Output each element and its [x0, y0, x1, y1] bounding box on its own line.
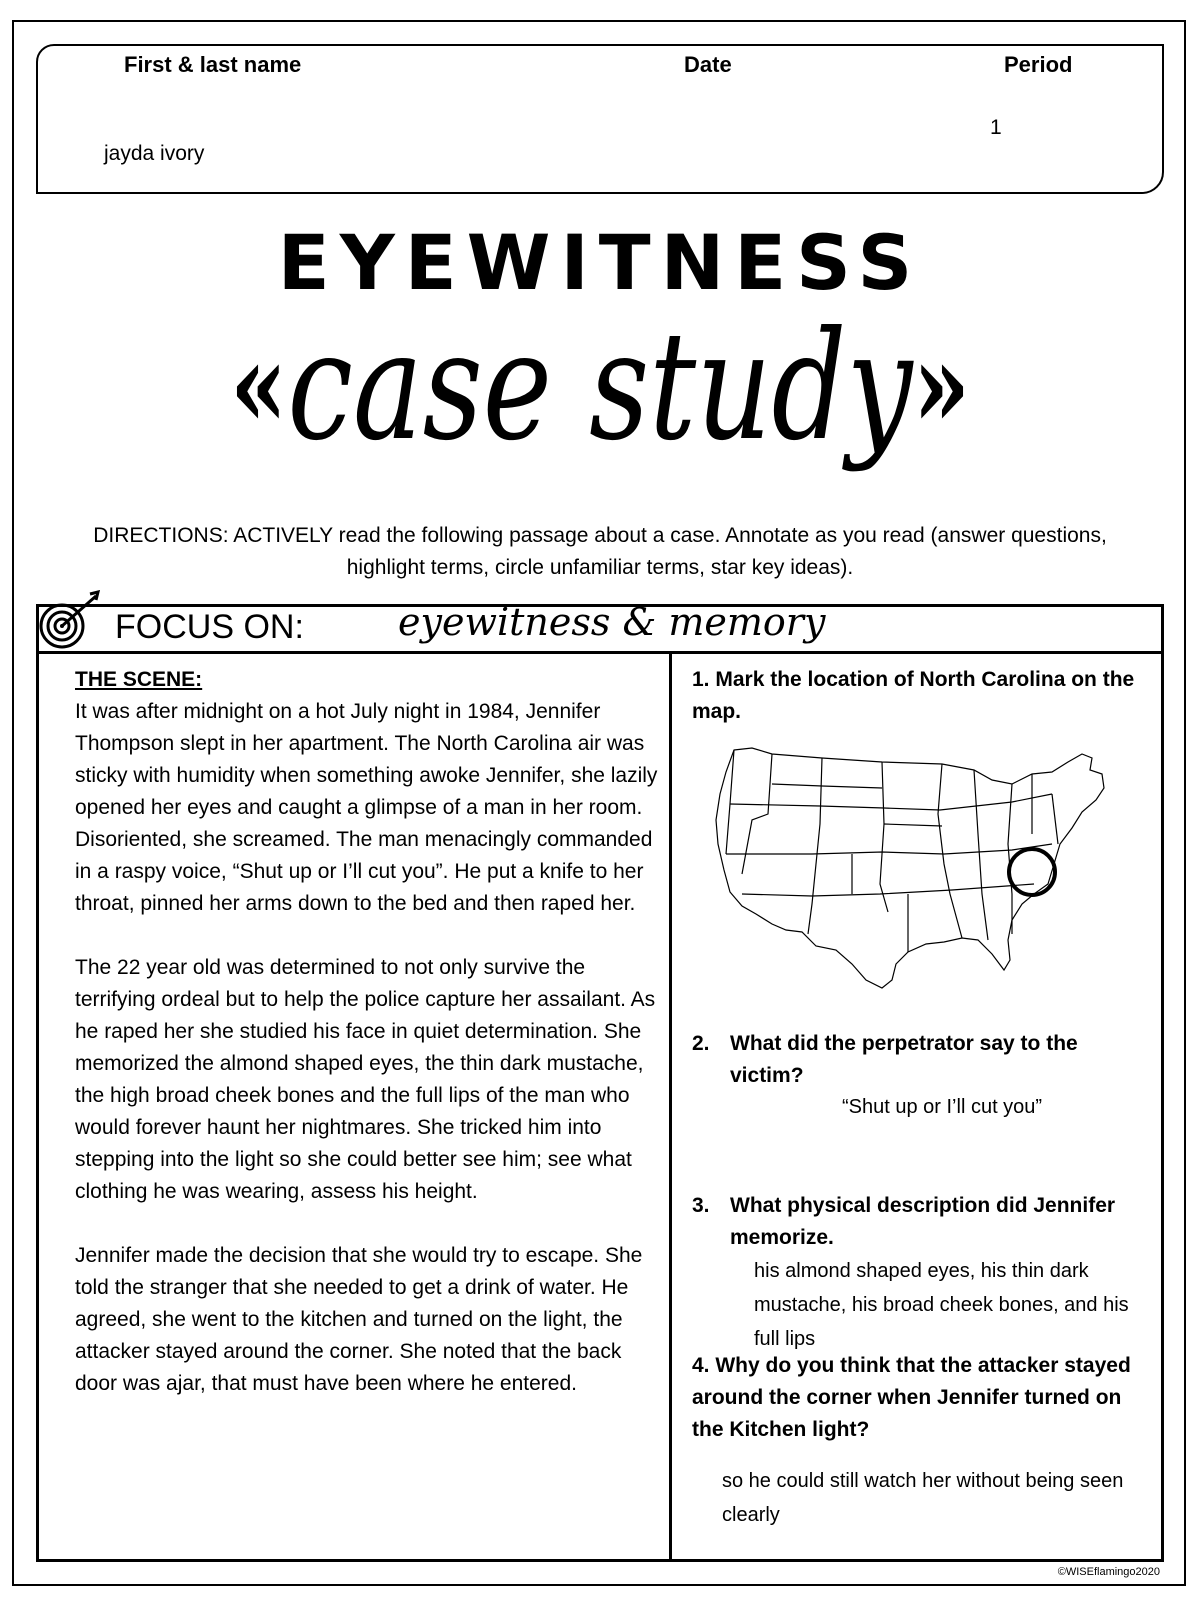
question-2-text: What did the perpetrator say to the victim? — [730, 1032, 1078, 1087]
scene-heading: THE SCENE: — [75, 668, 203, 691]
column-divider — [669, 654, 672, 1562]
title-case-study — [132, 300, 1068, 472]
question-2-number: 2. — [692, 1032, 710, 1055]
scene-paragraph-2: The 22 year old was determined to not only survive the terrifying ordeal but to help the police capture her assailant. As he raped her she studied his face in quiet determination. She memorized the almond shaped eyes, the thin dark mustache, the high broad cheek bones and the full lips of the man who would forever haunt her nightmares. She tricked him into stepping into the light so she could better see him; see what clothing he was wearing, assess his height. — [75, 956, 656, 1203]
question-3-number: 3. — [692, 1194, 710, 1217]
close-quote: » — [912, 315, 971, 454]
question-4 — [692, 1350, 1152, 1446]
scene-paragraph-3: Jennifer made the decision that she would try to escape. She told the stranger that she needed to get a drink of water. He agreed, she went to the kitchen and turned on the light, the attacker stayed around the corner. She noted that the back door was ajar, that must have been where he entered. — [75, 1244, 643, 1395]
answer-3[interactable]: his almond shaped eyes, his thin dark mustache, his broad cheek bones, and his full lips — [754, 1260, 1129, 1350]
answer-2[interactable]: “Shut up or I’ll cut you” — [842, 1096, 1043, 1118]
question-1-text: Mark the location of North Carolina on the map. — [692, 668, 1135, 723]
title-case-study-text: case study — [287, 300, 913, 474]
name-label: First & last name — [124, 52, 302, 77]
scene-paragraph-1: It was after midnight on a hot July night in 1984, Jennifer Thompson slept in her apartment. The North Carolina air was sticky with humidity when something awoke Jennifer, she lazily opened her eyes and caught a glimpse of a man in her room. Disoriented, she screamed. The man menacingly commanded in a raspy voice, “Shut up or I’ll cut you”. He put a knife to her throat, pinned her arms down to the bed and then raped her. — [75, 700, 658, 915]
answer-4[interactable]: so he could still watch her without being seen clearly — [722, 1470, 1124, 1526]
focus-topic: eyewitness & memory — [398, 600, 826, 644]
scene-passage — [75, 664, 660, 1432]
question-4-number: 4. — [692, 1354, 710, 1377]
open-quote: « — [229, 315, 288, 454]
question-4-text: Why do you think that the attacker stayed around the corner when Jennifer turned on the Kitchen light? — [692, 1354, 1131, 1441]
directions-text: DIRECTIONS: ACTIVELY read the following passage about a case. Annotate as you read (answer questions, highlight terms, circle unfamiliar terms, star key ideas). — [93, 524, 1107, 579]
name-field[interactable]: jayda ivory — [104, 142, 205, 165]
circle-marker-icon — [1009, 849, 1055, 895]
period-field[interactable]: 1 — [990, 116, 1002, 139]
question-1 — [692, 664, 1152, 728]
us-map-icon[interactable] — [712, 744, 1132, 1004]
date-label: Date — [684, 52, 732, 77]
focus-label: FOCUS ON: — [115, 608, 304, 646]
question-3-text: What physical description did Jennifer memorize. — [730, 1194, 1116, 1249]
period-label: Period — [1004, 52, 1073, 77]
copyright-text: ©WISEflamingo2020 — [1057, 1566, 1160, 1578]
target-icon — [38, 590, 108, 652]
question-1-number: 1. — [692, 668, 710, 691]
title-eyewitness: EYEWITNESS — [277, 218, 923, 307]
